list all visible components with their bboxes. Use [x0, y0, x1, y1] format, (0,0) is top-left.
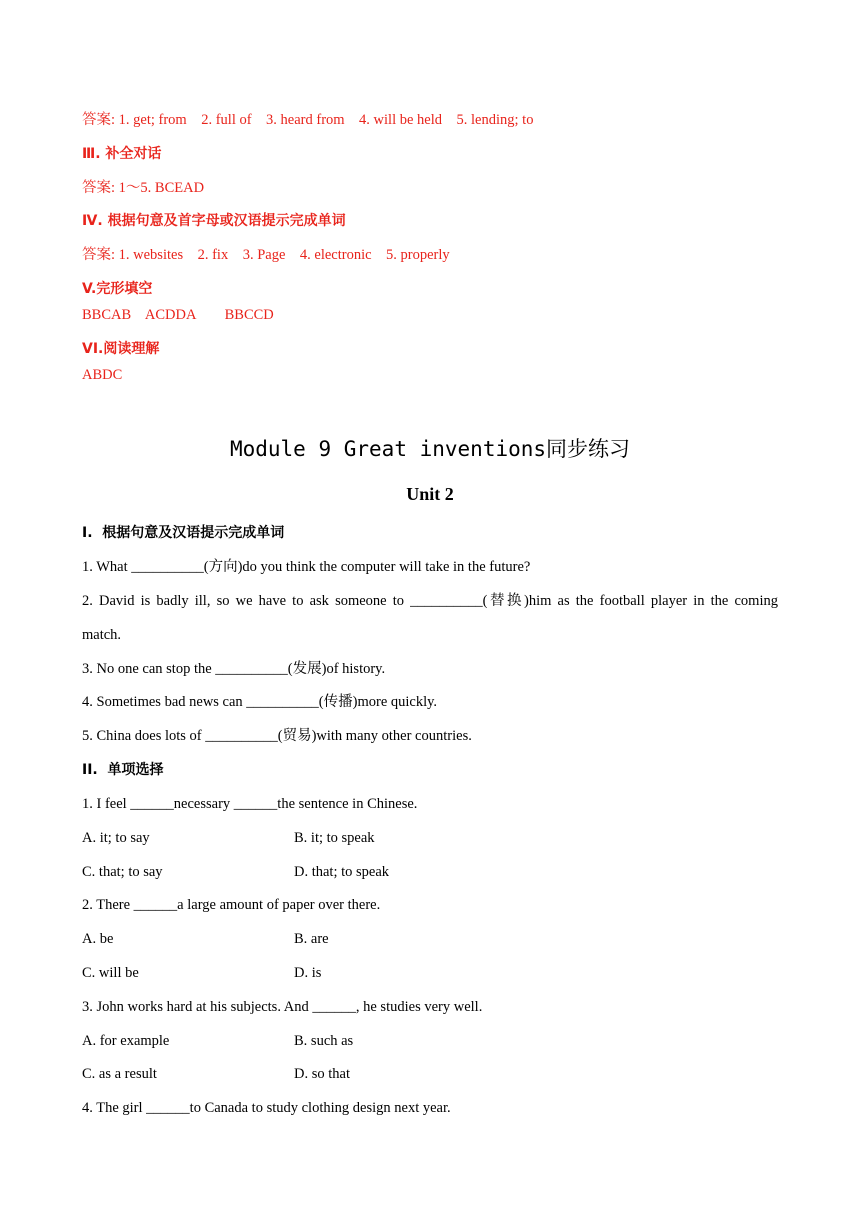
section1-q2-line2: match. — [82, 627, 122, 643]
part4-heading: Ⅳ. 根据句意及首字母或汉语提示完成单词 — [82, 213, 346, 229]
section1-q2-line1: 2. David is badly ill, so we have to ask someone to __________(替换)him as the football player in the coming — [82, 593, 778, 609]
question-stem: 2. There ______a large amount of paper over there. — [82, 897, 381, 913]
option-c: C. as a result — [82, 1066, 157, 1082]
part2-answer: 答案: 1. get; from 2. full of 3. heard from 4. will be held 5. lending; to — [82, 112, 534, 128]
part3-heading: Ⅲ. 补全对话 — [82, 146, 162, 162]
part6-heading: VI.阅读理解 — [82, 341, 160, 357]
option-d: D. is — [294, 965, 322, 981]
part6-answer: ABDC — [82, 367, 123, 383]
option-d: D. that; to speak — [294, 864, 390, 880]
unit-title: Unit 2 — [406, 484, 454, 504]
page-title — [0, 436, 860, 462]
section2-heading: II. 单项选择 — [82, 762, 164, 778]
part5-answer: BBCAB ACDDA BBCCD — [82, 307, 274, 323]
option-c: C. that; to say — [82, 864, 163, 880]
question-stem: 3. John works hard at his subjects. And ______, he studies very well. — [82, 999, 483, 1015]
part5-heading: V.完形填空 — [82, 281, 153, 297]
question-stem: 1. I feel ______necessary ______the sentence in Chinese. — [82, 796, 418, 812]
section1-heading: I. 根据句意及汉语提示完成单词 — [82, 525, 285, 541]
part4-answer: 答案: 1. websites 2. fix 3. Page 4. electronic 5. properly — [82, 247, 450, 263]
option-a: A. for example — [82, 1033, 170, 1049]
title-cn: 同步练习 — [546, 437, 631, 461]
option-a: A. it; to say — [82, 830, 150, 846]
option-b: B. are — [294, 931, 329, 947]
option-b: B. it; to speak — [294, 830, 375, 846]
question-stem: 4. The girl ______to Canada to study clothing design next year. — [82, 1100, 451, 1116]
option-b: B. such as — [294, 1033, 354, 1049]
title-main: Module 9 Great inventions — [229, 437, 547, 461]
part3-answer: 答案: 1～5. BCEAD — [82, 180, 205, 196]
section1-q4: 4. Sometimes bad news can __________(传播)more quickly. — [82, 694, 438, 710]
section1-q5: 5. China does lots of __________(贸易)with many other countries. — [82, 728, 472, 744]
option-c: C. will be — [82, 965, 139, 981]
section1-q1: 1. What __________(方向)do you think the computer will take in the future? — [82, 559, 531, 575]
option-a: A. be — [82, 931, 114, 947]
section1-q3: 3. No one can stop the __________(发展)of history. — [82, 661, 386, 677]
option-d: D. so that — [294, 1066, 350, 1082]
